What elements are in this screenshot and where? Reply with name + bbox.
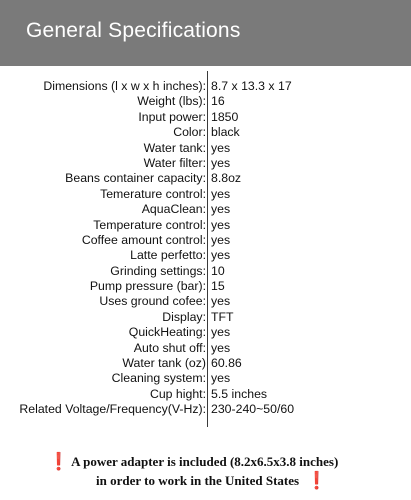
spec-label: Water tank: bbox=[143, 140, 206, 155]
spec-label: Coffee amount control: bbox=[81, 232, 206, 247]
spec-label: AquaClean: bbox=[141, 202, 206, 217]
spec-row bbox=[0, 310, 411, 325]
spec-label: Beans container capacity: bbox=[65, 171, 206, 186]
spec-value: yes bbox=[211, 217, 231, 232]
spec-label: Color: bbox=[173, 125, 206, 140]
spec-row bbox=[0, 141, 411, 156]
spec-row bbox=[0, 79, 411, 94]
spec-label: Cleaning system: bbox=[111, 371, 206, 386]
notice-text-2: in order to work in the United States bbox=[96, 473, 300, 488]
header-bar bbox=[0, 0, 411, 66]
spec-value: TFT bbox=[211, 309, 234, 324]
spec-label: Cup hight: bbox=[149, 386, 206, 401]
spec-value: 10 bbox=[211, 263, 225, 278]
spec-row bbox=[0, 279, 411, 294]
spec-value: yes bbox=[211, 232, 231, 247]
notice-line-1 bbox=[48, 453, 338, 471]
spec-row bbox=[0, 171, 411, 186]
spec-row bbox=[0, 387, 411, 402]
spec-row bbox=[0, 110, 411, 125]
spec-row bbox=[0, 356, 411, 371]
spec-table bbox=[0, 79, 411, 418]
page-title: General Specifications bbox=[26, 19, 241, 42]
spec-label: Display: bbox=[162, 309, 206, 324]
spec-label: Input power: bbox=[138, 109, 206, 124]
spec-row bbox=[0, 156, 411, 171]
spec-value: yes bbox=[211, 294, 231, 309]
spec-value: 15 bbox=[211, 279, 225, 294]
spec-row bbox=[0, 325, 411, 340]
spec-value: yes bbox=[211, 340, 231, 355]
spec-value: yes bbox=[211, 202, 231, 217]
exclamation-icon: ❗ bbox=[306, 471, 328, 491]
spec-label: Auto shut off: bbox=[133, 340, 206, 355]
notice-text-1: A power adapter is included (8.2x6.5x3.8 inches) bbox=[71, 454, 339, 469]
spec-value: yes bbox=[211, 248, 231, 263]
spec-label: Latte perfetto: bbox=[130, 248, 206, 263]
spec-row bbox=[0, 294, 411, 309]
spec-row bbox=[0, 125, 411, 140]
spec-value: 230-240~50/60 bbox=[211, 402, 295, 417]
spec-value: black bbox=[211, 125, 240, 140]
spec-value: 16 bbox=[211, 94, 225, 109]
spec-label: Water filter: bbox=[143, 155, 206, 170]
spec-value: 60.86 bbox=[211, 356, 242, 371]
spec-row bbox=[0, 341, 411, 356]
spec-label: Temerature control: bbox=[100, 186, 206, 201]
spec-label: Dimensions (l x w x h inches): bbox=[43, 79, 206, 93]
spec-value: yes bbox=[211, 325, 231, 340]
spec-value: 8.8oz bbox=[211, 171, 242, 186]
notice-line-2 bbox=[96, 472, 327, 490]
spec-row bbox=[0, 264, 411, 279]
spec-label: Related Voltage/Frequency(V-Hz): bbox=[19, 402, 206, 417]
exclamation-icon: ❗ bbox=[48, 452, 70, 472]
spec-row bbox=[0, 248, 411, 263]
spec-value: 5.5 inches bbox=[211, 386, 268, 401]
spec-row bbox=[0, 94, 411, 109]
spec-row bbox=[0, 218, 411, 233]
spec-row bbox=[0, 187, 411, 202]
spec-label: Grinding settings: bbox=[110, 263, 206, 278]
spec-value: yes bbox=[211, 140, 231, 155]
spec-row bbox=[0, 202, 411, 217]
spec-value: 8.7 x 13.3 x 17 bbox=[211, 79, 292, 93]
spec-row bbox=[0, 371, 411, 386]
spec-value: 1850 bbox=[211, 109, 239, 124]
spec-label: Pump pressure (bar): bbox=[89, 279, 206, 294]
spec-label: Water tank (oz) bbox=[122, 356, 206, 371]
spec-value: yes bbox=[211, 155, 231, 170]
spec-label: Uses ground cofee: bbox=[99, 294, 206, 309]
spec-label: QuickHeating: bbox=[128, 325, 206, 340]
spec-row bbox=[0, 233, 411, 248]
spec-label: Temperature control: bbox=[93, 217, 206, 232]
spec-label: Weight (lbs): bbox=[137, 94, 206, 109]
spec-value: yes bbox=[211, 186, 231, 201]
spec-row bbox=[0, 402, 411, 417]
spec-value: yes bbox=[211, 371, 231, 386]
